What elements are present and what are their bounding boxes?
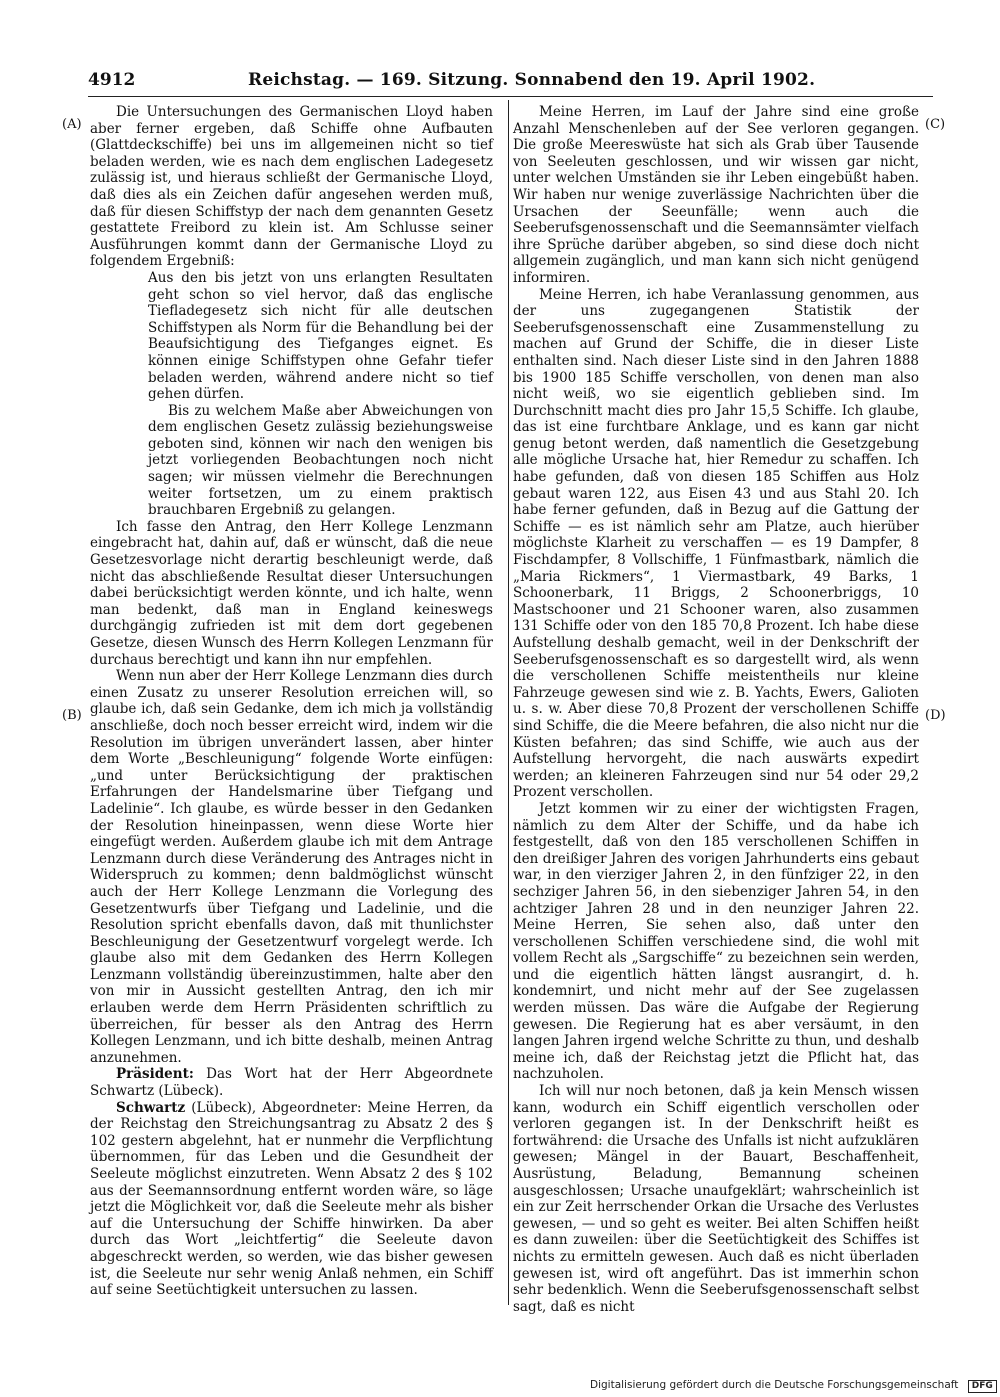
column-divider bbox=[508, 100, 509, 1305]
paragraph: Ich will nur noch betonen, daß ja kein Mensch wissen kann, wodurch ein Schiff eigentlich verschollen oder verloren gegangen ist. In der Denkschrift heißt es fortwährend: die Ursache des Unfalls ist nicht aufzuklären gewesen; Mängel in der Bauart, Beschaffenheit, Ausrüstung, Beladung, Bemannung scheinen ausgeschlossen; Ursache unaufgeklärt; wahrscheinlich ist ein zur Zeit herrschender Orkan die Ursache des Verlustes gewesen, — und so geht es weiter. Bei alten Schiffen heißt es dann zuweilen: über die Seetüchtigkeit des Schiffes ist nichts zu ermitteln gewesen. Auch daß es nicht überladen gewesen ist, wird oft angeführt. Das ist immerhin schon sehr bedenklich. Wenn die Seeberufsgenossenschaft selbst sagt, daß es nicht bbox=[513, 1083, 919, 1315]
margin-marker-b: (B) bbox=[62, 708, 82, 723]
speaker-name: Präsident: bbox=[116, 1066, 194, 1083]
running-title: Reichstag. — 169. Sitzung. Sonnabend den 19. April 1902. bbox=[248, 70, 816, 90]
paragraph: Jetzt kommen wir zu einer der wichtigsten Fragen, nämlich zu dem Alter der Schiffe, und da habe ich festgestellt, daß von den 185 verschollenen Schiffen in den dreißiger Jahren des vorigen Jahrhunderts eins gebaut war, in den vierziger Jahren 2, in den fünfziger 22, in den sechziger Jahren 56, in den siebenziger Jahren 54, in den achtziger Jahren 28 und in den neunziger Jahren 22. Meine Herren, Sie sehen also, daß unter den verschollenen Schiffen verschiedene sind, die wohl mit vollem Recht als „Sargschiffe“ zu bezeichnen sein werden, und die eigentlich hätten längst ausrangirt, d. h. kondemnirt, und nicht mehr auf der See zugelassen werden müssen. Das wäre die Aufgabe der Regierung gewesen. Die Regierung hat es aber versäumt, in den langen Jahren irgend welche Schritte zu thun, und deshalb meine ich, daß der Reichstag jetzt die Pflicht hat, das nachzuholen. bbox=[513, 800, 919, 1083]
paragraph: Wenn nun aber der Herr Kollege Lenzmann dies durch einen Zusatz zu unserer Resolution erreichen will, so glaube ich, daß sein Gedanke, dem ich mich ja vollständig anschließe, doch noch besser erreicht wird, indem wir die Resolution im übrigen unverändert lassen, aber hinter dem Worte „Beschleunigung“ folgende Worte einfügen: „und unter Berücksichtigung der praktischen Erfahrungen der Handelsmarine über Tiefgang und Ladelinie“. Ich glaube, es würde besser in den Gedanken der Resolution hineinpassen, wenn diese Worte hier eingefügt werden. Außerdem glaube ich mit dem Antrage Lenzmann durch diese Veränderung des Antrages nicht in Widerspruch zu kommen; denn baldmöglichst wünscht auch der Herr Kollege Lenzmann die Vorlegung des Gesetzentwurfs über Tiefgang und Ladelinie, und die Resolution spricht ebenfalls davon, daß mit thunlichster Beschleunigung der Gesetzentwurf vorgelegt werde. Ich glaube also mit dem Gedanken des Herrn Kollegen Lenzmann vollständig übereinzustimmen, halte aber den von mir in Aussicht gestellten Antrag, den ich mir erlauben werde dem Herrn Präsidenten schriftlich zu überreichen, für besser als den Antrag des Herrn Kollegen Lenzmann, und ich bitte deshalb, meinen Antrag anzunehmen. bbox=[90, 668, 493, 1066]
margin-marker-c: (C) bbox=[925, 117, 946, 132]
margin-marker-d: (D) bbox=[925, 708, 946, 723]
margin-marker-a: (A) bbox=[62, 117, 82, 132]
block-quote: Aus den bis jetzt von uns erlangten Resultaten geht schon so viel hervor, daß das englische Tiefladegesetz sich nicht für alle deutschen Schiffstypen als Norm für die Behandlung bei der Beaufsichtigung des Tiefganges eignet. Es können einige Schiffstypen ohne Gefahr tiefer beladen werden, während andere nicht so tief gehen dürfen. bbox=[148, 269, 493, 403]
speech-text: (Lübeck), Abgeordneter: Meine Herren, da der Reichstag den Streichungsantrag zu Absatz 2 des § 102 gestern abgelehnt, hat er nunmehr die Verpflichtung übernommen, für das Leben und die Gesundheit der Seeleute möglichst einzutreten. Wenn Absatz 2 des § 102 aus der Seemannsordnung entfernt worden wäre, so läge jetzt die Möglichkeit vor, daß die Seeleute mehr als bisher auf die Untersuchung der Schiffe hinwirken. Da aber durch das Wort „leichtfertig“ die Seeleute davon abgeschreckt werden, so werden, wie das bisher gewesen ist, die Seeleute nur sehr wenig Anlaß nehmen, ein Schiff auf seine Seetüchtigkeit untersuchen zu lassen. bbox=[90, 1099, 493, 1299]
dfg-logo: DFG bbox=[968, 1380, 997, 1393]
footer-text: Digitalisierung gefördert durch die Deutsche Forschungsgemeinschaft bbox=[590, 1379, 959, 1391]
right-column bbox=[513, 104, 919, 1315]
speaker-name: Schwartz bbox=[116, 1099, 186, 1116]
page-number: 4912 bbox=[88, 70, 136, 90]
president-paragraph bbox=[90, 1066, 493, 1099]
schwartz-paragraph bbox=[90, 1100, 493, 1299]
page-header bbox=[88, 66, 933, 97]
speech-text: Das Wort hat der Herr Abgeordnete Schwartz (Lübeck). bbox=[90, 1066, 493, 1100]
left-column bbox=[90, 104, 493, 1299]
block-quote: Bis zu welchem Maße aber Abweichungen von dem englischen Gesetz zulässig beziehungsweise geboten sind, können wir nach den wenigen bis jetzt vorliegenden Beobachtungen noch nicht sagen; wir müssen vielmehr die Berechnungen weiter fortsetzen, um zu einem praktisch brauchbaren Ergebniß zu gelangen. bbox=[148, 402, 493, 519]
paragraph: Die Untersuchungen des Germanischen Lloyd haben aber ferner ergeben, daß Schiffe ohne Aufbauten (Glattdeckschiffe) bei uns im allgemeinen nicht so tief beladen werden, wie es nach dem englischen Ladegesetz zulässig ist, und hieraus schließt der Germanische Lloyd, daß dies als ein Zeichen dafür angesehen werden muß, daß für diesen Schiffstyp der nach dem genannten Gesetz gestattete Freibord zu klein ist. Am Schlusse seiner Ausführungen kommt dann der Germanische Lloyd zu folgendem Ergebniß: bbox=[90, 104, 493, 270]
paragraph: Meine Herren, im Lauf der Jahre sind eine große Anzahl Menschenleben auf der See verloren gegangen. Die große Meereswüste hat sich als Grab über Tausende von Seeleuten geschlossen, und wir wissen gar nicht, unter welchen Umständen sie ihr Leben eingebüßt haben. Wir haben nur wenige zuverlässige Nachrichten über die Ursachen der Seeunfälle; wenn auch die Seeberufsgenossenschaft und die Seemannsämter vielfach ihre Sprüche darüber abgeben, so sind diese doch nicht allgemein zugänglich, und man kann sich nicht genügend informiren. bbox=[513, 104, 919, 286]
digitization-footer bbox=[590, 1379, 997, 1393]
paragraph: Meine Herren, ich habe Veranlassung genommen, aus der uns zugegangenen Statistik der Seeberufsgenossenschaft eine Zusammenstellung zu machen auf Grund der Schiffe, die in dieser Liste enthalten sind. Nach dieser Liste sind in den Jahren 1888 bis 1900 185 Schiffe verschollen, von denen man also nicht weiß, wo sie eigentlich geblieben sind. Im Durchschnitt macht dies pro Jahr 15,5 Schiffe. Ich glaube, das ist eine furchtbare Anklage, und es kann gar nicht genug betont werden, daß namentlich die Gesetzgebung alle mögliche Ursache hat, hier Remedur zu schaffen. Ich habe gefunden, daß von diesen 185 Schiffen aus Holz gebaut waren 122, aus Eisen 43 und aus Stahl 20. Ich habe ferner gefunden, daß in Bezug auf die Gattung der Schiffe — es ist nämlich sehr am Platze, auch hierüber möglichste Klarheit zu verschaffen — es 19 Dampfer, 8 Fischdampfer, 8 Vollschiffe, 1 Fünfmastbark, nämlich die „Maria Rickmers“, 1 Viermastbark, 49 Barks, 1 Schoonerbark, 11 Briggs, 2 Schoonerbriggs, 10 Mastschooner und 21 Schooner waren, also zusammen 131 Schiffe oder von den 185 70,8 Prozent. Ich habe diese Aufstellung deshalb gemacht, weil in der Denkschrift der Seeberufsgenossenschaft es so dargestellt wird, als wenn die verschollenen Schiffe meistentheils nur kleine Fahrzeuge gewesen sind wie z. B. Yachts, Ewers, Galioten u. s. w. Aber diese 70,8 Prozent der verschollenen Schiffe sind Schiffe, die die Meere befahren, die also nicht nur die Küsten befahren; das sind Schiffe, wie auch aus der Aufstellung hervorgeht, die nach auswärts expedirt werden; an kleineren Fahrzeugen sind nur 54 oder 29,2 Prozent verschollen. bbox=[513, 286, 919, 801]
paragraph: Ich fasse den Antrag, den Herr Kollege Lenzmann eingebracht hat, dahin auf, daß er wünscht, daß die neue Gesetzesvorlage nicht derartig beschleunigt werde, daß nicht das abschließende Resultat dieser Untersuchungen dabei berücksichtigt werden könnte, und ich halte, wenn man bedenkt, daß man in England keineswegs durchgängig zufrieden ist mit dem dort gegebenen Gesetze, diesen Wunsch des Herrn Kollegen Lenzmann für durchaus berechtigt und kann ihn nur empfehlen. bbox=[90, 518, 493, 668]
